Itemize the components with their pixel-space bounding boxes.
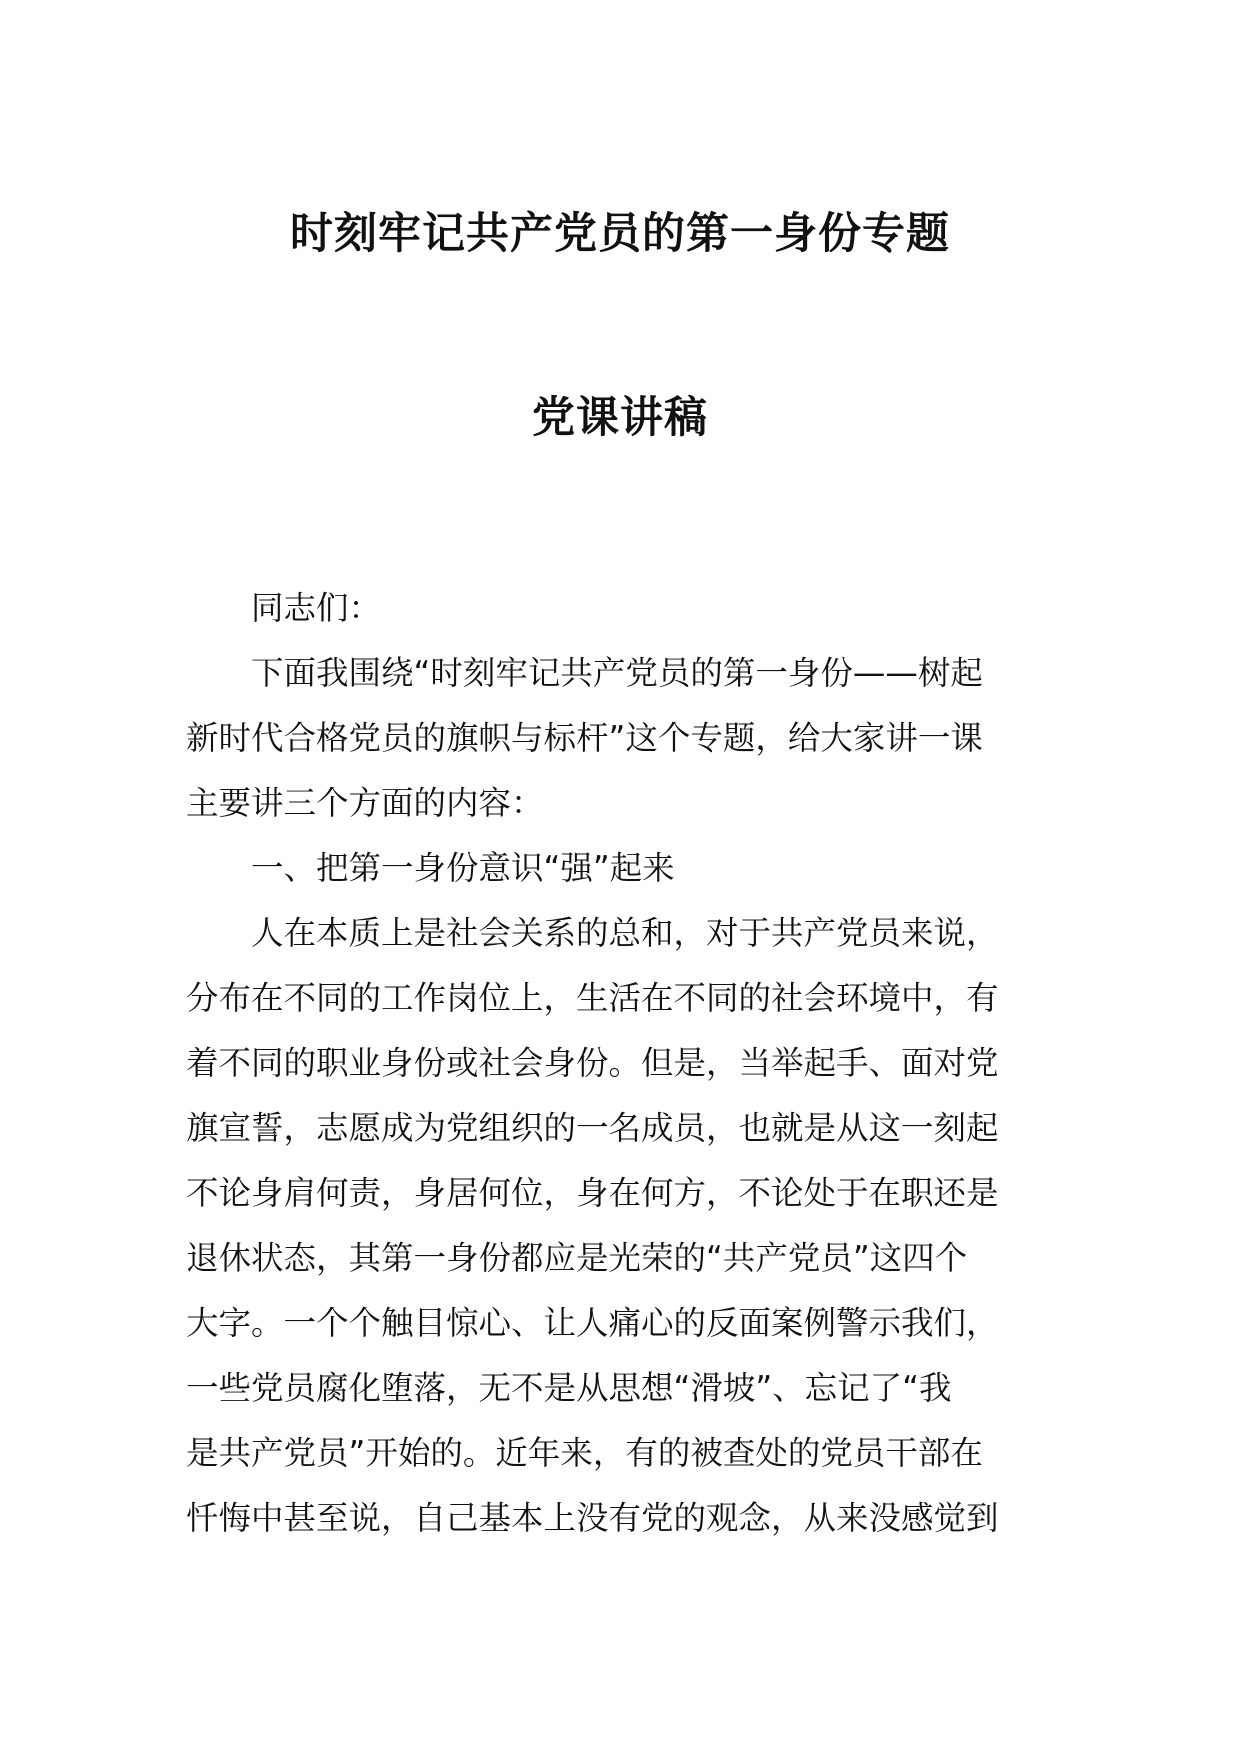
paragraph-line: 新时代合格党员的旗帜与标杆”这个专题，给大家讲一课 <box>186 719 983 757</box>
paragraph-line: 下面我围绕“时刻牢记共产党员的第一身份——树起 <box>251 654 983 692</box>
paragraph-line: 人在本质上是社会关系的总和，对于共产党员来说， <box>251 914 999 952</box>
document-body <box>186 576 1058 1551</box>
paragraph-line: 退休状态，其第一身份都应是光荣的“共产党员”这四个 <box>186 1239 968 1277</box>
paragraph-line: 主要讲三个方面的内容： <box>186 784 544 822</box>
paragraph-line: 不论身肩何责，身居何位，身在何方，不论处于在职还是 <box>186 1174 999 1212</box>
paragraph-line: 分布在不同的工作岗位上，生活在不同的社会环境中，有 <box>186 979 999 1017</box>
section-heading: 一、把第一身份意识“强”起来 <box>251 849 675 887</box>
document-title-line-2: 党课讲稿 <box>532 393 708 443</box>
paragraph-line: 旗宣誓，志愿成为党组织的一名成员，也就是从这一刻起 <box>186 1109 999 1147</box>
paragraph-line: 忏悔中甚至说，自己基本上没有党的观念，从来没感觉到 <box>186 1499 999 1537</box>
paragraph-line: 着不同的职业身份或社会身份。但是，当举起手、面对党 <box>186 1044 999 1082</box>
paragraph-line: 一些党员腐化堕落，无不是从思想“滑坡”、忘记了“我 <box>186 1369 952 1407</box>
paragraph-line: 是共产党员”开始的。近年来，有的被查处的党员干部在 <box>186 1434 983 1472</box>
salutation: 同志们： <box>251 589 382 627</box>
document-title-line-1: 时刻牢记共产党员的第一身份专题 <box>290 209 950 259</box>
paragraph-line: 大字。一个个触目惊心、让人痛心的反面案例警示我们， <box>186 1304 999 1342</box>
